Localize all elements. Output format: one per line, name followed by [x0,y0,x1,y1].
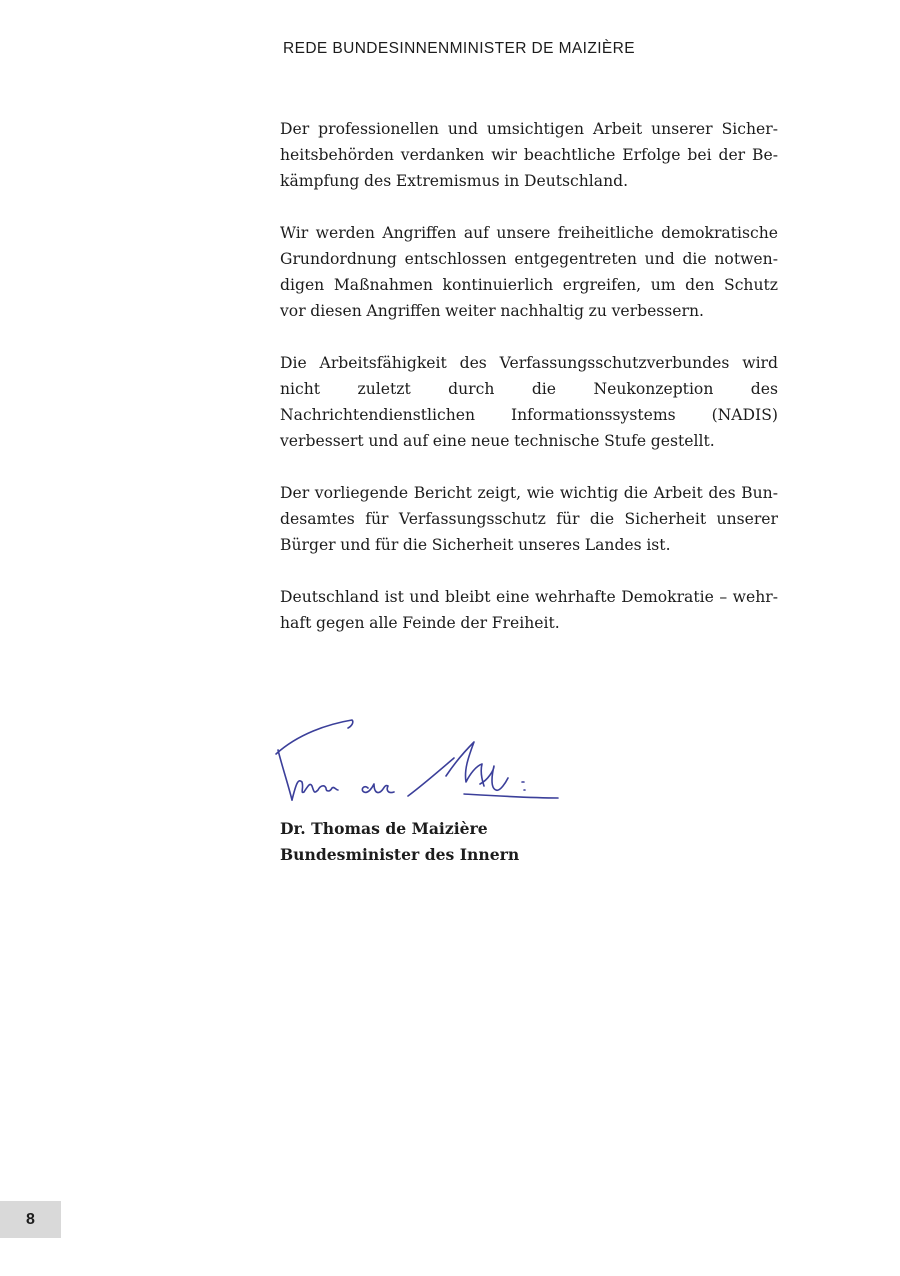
paragraph: Der vorliegende Bericht zeigt, wie wichtig die Arbeit des Bundesamtes für Verfassungsschutz für die Sicherheit unserer Bürger und für die Sicherheit unseres Landes ist. [280,484,778,554]
signatory-title: Bundesminister des Innern [280,845,520,864]
paragraph: Die Arbeitsfähigkeit des Verfassungsschutzverbundes wird nicht zuletzt durch die Neukonzeption des Nachrichtendienstlichen Informationssystems (NADIS) verbessert und auf eine neue technische Stufe gestellt. [280,354,778,450]
signature-graphic [268,712,568,812]
running-head-title: REDE BUNDESINNENMINISTER DE MAIZIÈRE [283,40,635,57]
page-number-tab [0,1201,61,1238]
paragraph: Der professionellen und umsichtigen Arbeit unserer Sicherheitsbehörden verdanken wir beachtliche Erfolge bei der Bekämpfung des Extremismus in Deutschland. [280,120,778,190]
paragraph: Wir werden Angriffen auf unsere freiheitliche demokratische Grundordnung entschlossen entgegentreten und die notwendigen Maßnahmen kontinuierlich ergreifen, um den Schutz vor diesen Angriffen weiter nachhaltig zu verbessern. [280,224,778,320]
handwritten-signature [268,712,568,812]
signatory-name: Dr. Thomas de Maizière [280,819,488,838]
paragraph: Deutschland ist und bleibt eine wehrhafte Demokratie – wehrhaft gegen alle Feinde der Freiheit. [280,588,778,632]
page-number: 8 [26,1210,35,1228]
signatory-block [280,816,519,868]
speech-body [280,116,778,636]
